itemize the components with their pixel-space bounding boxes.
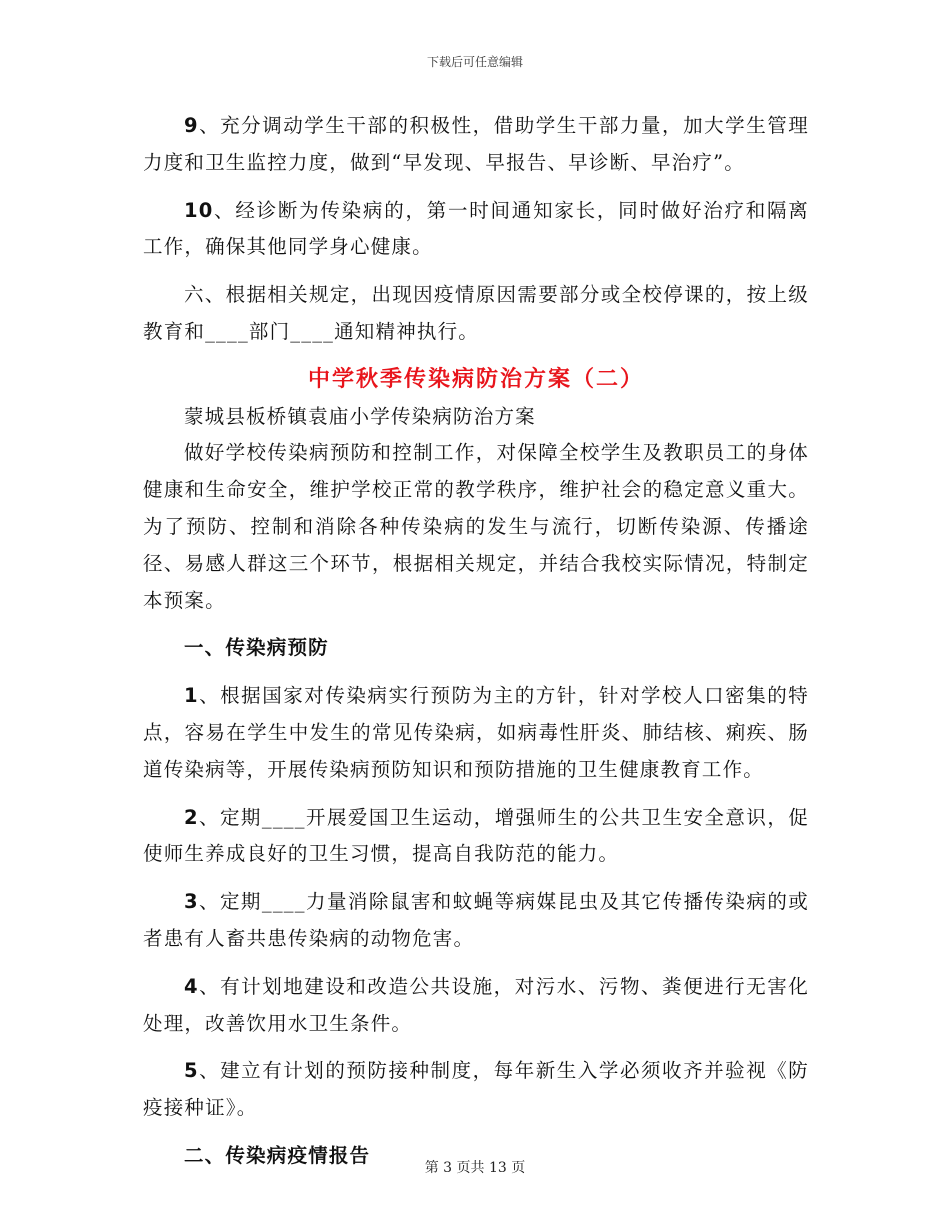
paragraph-item-9	[143, 108, 809, 182]
item-number: 5	[183, 1059, 199, 1083]
paragraph-text: 、根据国家对传染病实行预防为主的方针，针对学校人口密集的特点，容易在学生中发生的常见传染病，如病毒性肝炎、肺结核、痢疾、肠道传染病等，开展传染病预防知识和预防措施的卫生健康教育工作。	[143, 684, 809, 781]
item-number: 1	[183, 684, 199, 708]
section-heading-report: 二、传染病疫情报告	[183, 1143, 371, 1167]
paragraph-text: 、定期____开展爱国卫生运动，增强师生的公共卫生安全意识，促使师生养成良好的卫生习惯，提高自我防范的能力。	[143, 805, 809, 866]
prevention-item-2	[143, 800, 809, 874]
item-number: 4	[183, 974, 199, 998]
item-number: 2	[183, 805, 199, 829]
prevention-item-1	[143, 678, 809, 788]
intro-paragraph: 做好学校传染病预防和控制工作，对保障全校学生及教职员工的身体健康和生命安全，维护学校正常的教学秩序，维护社会的稳定意义重大。为了预防、控制和消除各种传染病的发生与流行，切断传染源、传播途径、易感人群这三个环节，根据相关规定，并结合我校实际情况，特制定本预案。	[143, 441, 809, 612]
page-header: 下载后可任意编辑	[426, 55, 523, 69]
paragraph-text: 、经诊断为传染病的，第一时间通知家长，同时做好治疗和隔离工作，确保其他同学身心健康。	[143, 198, 809, 259]
item-number: 9	[183, 114, 199, 137]
paragraph-section-6: 六、根据相关规定，出现因疫情原因需要部分或全校停课的，按上级教育和____部门____通知精神执行。	[143, 283, 809, 343]
prevention-item-3	[143, 884, 809, 958]
paragraph-text: 、有计划地建设和改造公共设施，对污水、污物、粪便进行无害化处理，改善饮用水卫生条件。	[143, 974, 809, 1035]
item-number: 10	[183, 198, 214, 222]
prevention-item-4	[143, 969, 809, 1043]
paragraph-text: 、充分调动学生干部的积极性，借助学生干部力量，加大学生管理力度和卫生监控力度，做到“早发现、早报告、早诊断、早治疗”。	[143, 114, 809, 174]
page-footer: 第 3 页共 13 页	[424, 1160, 526, 1176]
paragraph-text: 、定期____力量消除鼠害和蚊蝇等病媒昆虫及其它传播传染病的或者患有人畜共患传染病的动物危害。	[143, 890, 809, 950]
document-body	[143, 108, 809, 1175]
section-heading-prevention: 一、传染病预防	[183, 636, 329, 660]
school-name-line: 蒙城县板桥镇袁庙小学传染病防治方案	[183, 404, 536, 428]
paragraph-item-10	[143, 193, 809, 267]
paragraph-text: 、建立有计划的预防接种制度，每年新生入学必须收齐并验视《防疫接种证》。	[143, 1059, 809, 1120]
document-title: 中学秋季传染病防治方案（二）	[307, 366, 644, 392]
prevention-item-5	[143, 1053, 809, 1127]
item-number: 3	[183, 890, 199, 914]
